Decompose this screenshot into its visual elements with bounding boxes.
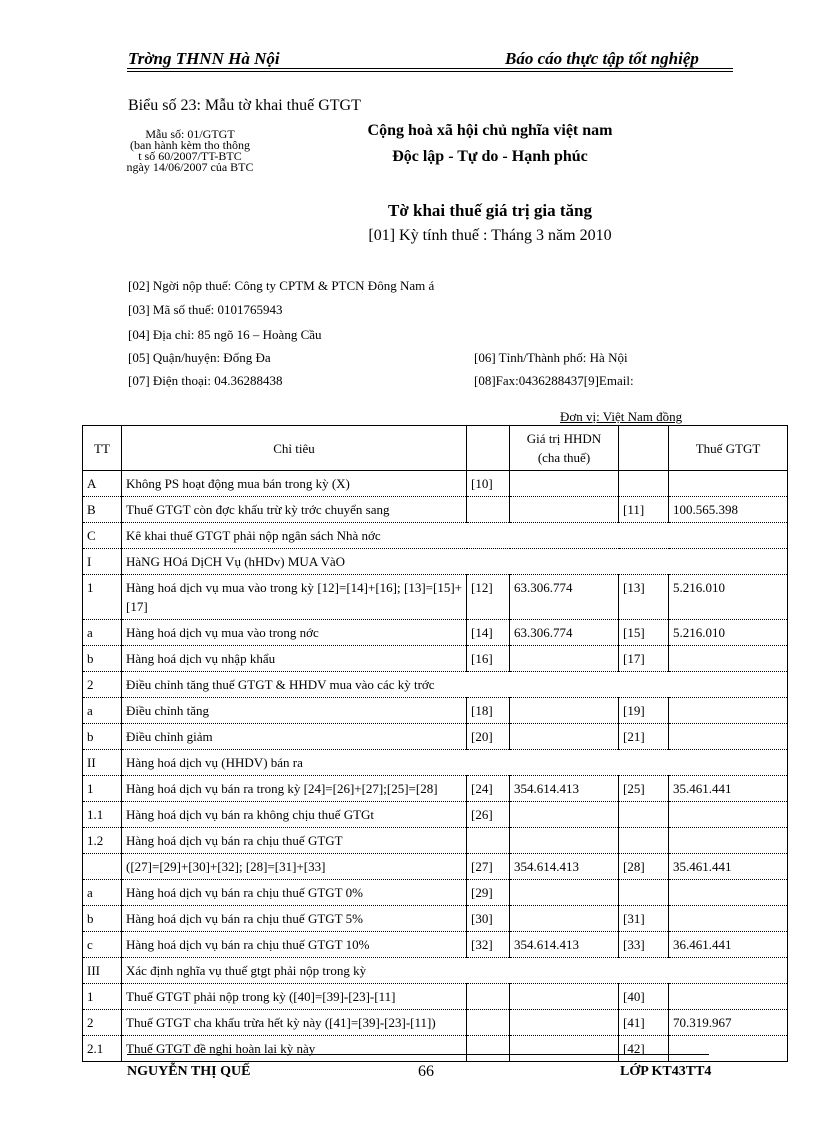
table-row: [83, 620, 788, 646]
row-tax: [669, 471, 788, 497]
vat-declaration-table: [82, 425, 788, 1062]
row-tax: [669, 828, 788, 854]
row-tax: [669, 646, 788, 672]
row-tt: [83, 854, 122, 880]
row-tt: 2: [83, 1010, 122, 1036]
table-row: [83, 471, 788, 497]
row-value: [510, 828, 619, 854]
row-tax: [669, 802, 788, 828]
row-tt: 1: [83, 984, 122, 1010]
table-row: [83, 575, 788, 620]
table-row: [83, 828, 788, 854]
header-chi-tieu: Chỉ tiêu: [122, 426, 467, 471]
row-value: 63.306.774: [510, 575, 619, 620]
caption: Biểu số 23: Mẫu tờ khai thuế GTGT: [128, 97, 361, 114]
row-value: [510, 880, 619, 906]
header-divider: [127, 68, 733, 69]
table-row: [83, 802, 788, 828]
row-value: [510, 1036, 619, 1062]
row-tt: 1: [83, 575, 122, 620]
table-row: [83, 984, 788, 1010]
row-code-value: [467, 1010, 510, 1036]
row-tax: 100.565.398: [669, 497, 788, 523]
fax-email: [08]Fax:0436288437[9]Email:: [474, 373, 634, 388]
row-code-value: [29]: [467, 880, 510, 906]
row-indicator: Hàng hoá dịch vụ bán ra chịu thuế GTGT 0%: [122, 880, 467, 906]
row-value: 354.614.413: [510, 776, 619, 802]
row-indicator: Hàng hoá dịch vụ mua vào trong kỳ [12]=[14]+[16]; [13]=[15]+[17]: [122, 575, 467, 620]
row-value: [510, 698, 619, 724]
row-tt: B: [83, 497, 122, 523]
row-value: [510, 497, 619, 523]
row-value: [510, 471, 619, 497]
row-indicator: Thuế GTGT phải nộp trong kỳ ([40]=[39]-[23]-[11]: [122, 984, 467, 1010]
row-value: [510, 1010, 619, 1036]
table-row: [83, 932, 788, 958]
table-row: [83, 672, 788, 698]
row-value: 354.614.413: [510, 854, 619, 880]
row-code-value: [10]: [467, 471, 510, 497]
row-value: [510, 906, 619, 932]
row-tax: [669, 724, 788, 750]
header-school: Trờng THNN Hà Nội: [128, 49, 280, 68]
row-tt: a: [83, 698, 122, 724]
row-tt: 2.1: [83, 1036, 122, 1062]
row-code-value: [12]: [467, 575, 510, 620]
row-indicator: Hàng hoá dịch vụ bán ra trong kỳ [24]=[26]+[27];[25]=[28]: [122, 776, 467, 802]
table-row: [83, 523, 788, 549]
row-code-tax: [40]: [619, 984, 669, 1010]
row-tt: b: [83, 906, 122, 932]
row-code-tax: [619, 471, 669, 497]
row-tt: b: [83, 646, 122, 672]
table-row: [83, 776, 788, 802]
row-indicator: Hàng hoá dịch vụ bán ra chịu thuế GTGT 5%: [122, 906, 467, 932]
row-tax: 36.461.441: [669, 932, 788, 958]
row-tt: C: [83, 523, 122, 549]
row-indicator: Hàng hoá dịch vụ mua vào trong nớc: [122, 620, 467, 646]
row-indicator: Điều chỉnh tăng: [122, 698, 467, 724]
table-row: [83, 958, 788, 984]
row-code-tax: [21]: [619, 724, 669, 750]
table-row: [83, 880, 788, 906]
row-code-tax: [25]: [619, 776, 669, 802]
header-value: Giá trị HHDN (cha thuế): [510, 426, 619, 471]
row-indicator: Thuế GTGT còn đợc khấu trừ kỳ trớc chuyển sang: [122, 497, 467, 523]
row-code-tax: [17]: [619, 646, 669, 672]
address: [04] Địa chỉ: 85 ngõ 16 – Hoàng Cầu: [128, 327, 322, 342]
row-indicator: Hàng hoá dịch vụ nhập khẩu: [122, 646, 467, 672]
row-indicator: ([27]=[29]+[30]+[32]; [28]=[31]+[33]: [122, 854, 467, 880]
row-indicator: Xác định nghĩa vụ thuế gtgt phải nộp trong kỳ: [122, 958, 788, 984]
row-code-value: [27]: [467, 854, 510, 880]
row-code-value: [30]: [467, 906, 510, 932]
row-code-tax: [619, 828, 669, 854]
row-code-value: [32]: [467, 932, 510, 958]
row-indicator: HàNG HOá DịCH Vụ (hHDv) MUA VàO: [122, 549, 788, 575]
row-indicator: Không PS hoạt động mua bán trong kỳ (X): [122, 471, 467, 497]
row-code-tax: [41]: [619, 1010, 669, 1036]
row-code-tax: [31]: [619, 906, 669, 932]
motto: Độc lập - Tự do - Hạnh phúc: [392, 148, 588, 165]
row-tt: A: [83, 471, 122, 497]
row-value: [510, 724, 619, 750]
row-tt: c: [83, 932, 122, 958]
row-code-value: [467, 1036, 510, 1062]
row-tax: 5.216.010: [669, 575, 788, 620]
table-header-row: [83, 426, 788, 471]
row-code-value: [20]: [467, 724, 510, 750]
row-value: [510, 802, 619, 828]
tax-period: [01] Kỳ tính thuế : Tháng 3 năm 2010: [368, 227, 612, 244]
row-code-tax: [619, 880, 669, 906]
footer-class: LỚP KT43TT4: [620, 1064, 712, 1079]
header-tt: TT: [83, 426, 122, 471]
row-tax: 70.319.967: [669, 1010, 788, 1036]
row-indicator: Thuế GTGT cha khấu trừa hết kỳ này ([41]=[39]-[23]-[11]): [122, 1010, 467, 1036]
table-row: [83, 906, 788, 932]
row-tt: 1.2: [83, 828, 122, 854]
table-row: [83, 750, 788, 776]
table-row: [83, 1036, 788, 1062]
taxpayer: [02] Ngời nộp thuế: Công ty CPTM & PTCN Đông Nam á: [128, 278, 435, 293]
footer-author: NGUYỄN THỊ QUẾ: [127, 1064, 251, 1079]
form-title: Tờ khai thuế giá trị gia tăng: [388, 201, 592, 220]
republic-title: Cộng hoà xã hội chủ nghĩa việt nam: [367, 122, 613, 139]
row-code-value: [18]: [467, 698, 510, 724]
row-tt: II: [83, 750, 122, 776]
row-tt: 1: [83, 776, 122, 802]
row-code-tax: [42]: [619, 1036, 669, 1062]
row-code-value: [26]: [467, 802, 510, 828]
row-indicator: Hàng hoá dịch vụ bán ra chịu thuế GTGT 10%: [122, 932, 467, 958]
row-indicator: Hàng hoá dịch vụ bán ra không chịu thuế GTGt: [122, 802, 467, 828]
row-indicator: Thuế GTGT đề nghị hoàn lại kỳ này: [122, 1036, 467, 1062]
header-report: Báo cáo thực tập tốt nghiệp: [505, 49, 699, 68]
phone: [07] Điện thoại: 04.36288438: [128, 373, 283, 388]
row-tt: 1.1: [83, 802, 122, 828]
row-code-tax: [15]: [619, 620, 669, 646]
row-tax: [669, 698, 788, 724]
footer-divider: [127, 1054, 709, 1055]
row-code-tax: [619, 802, 669, 828]
row-tax: [669, 984, 788, 1010]
row-tax: [669, 1036, 788, 1062]
row-tt: I: [83, 549, 122, 575]
row-tt: b: [83, 724, 122, 750]
table-row: [83, 854, 788, 880]
row-tt: a: [83, 880, 122, 906]
row-indicator: Hàng hoá dịch vụ (HHDV) bán ra: [122, 750, 788, 776]
table-row: [83, 724, 788, 750]
row-code-tax: [33]: [619, 932, 669, 958]
header-divider-2: [127, 71, 733, 72]
table-row: [83, 549, 788, 575]
row-value: 63.306.774: [510, 620, 619, 646]
province: [06] Tỉnh/Thành phố: Hà Nội: [474, 350, 628, 365]
row-indicator: Hàng hoá dịch vụ bán ra chịu thuế GTGT: [122, 828, 467, 854]
row-code-value: [24]: [467, 776, 510, 802]
row-tax: 35.461.441: [669, 776, 788, 802]
row-code-value: [16]: [467, 646, 510, 672]
table-row: [83, 1010, 788, 1036]
page-number: 66: [418, 1063, 434, 1080]
row-tt: III: [83, 958, 122, 984]
header-tax: Thuế GTGT: [669, 426, 788, 471]
currency-unit: Đơn vị: Việt Nam đồng: [560, 409, 683, 424]
row-code-tax: [19]: [619, 698, 669, 724]
table-row: [83, 698, 788, 724]
row-value: [510, 646, 619, 672]
row-tt: 2: [83, 672, 122, 698]
row-code-value: [467, 497, 510, 523]
row-code-value: [14]: [467, 620, 510, 646]
row-code-value: [467, 828, 510, 854]
row-indicator: Điều chỉnh tăng thuế GTGT & HHDV mua vào các kỳ trớc: [122, 672, 788, 698]
row-value: [510, 984, 619, 1010]
table-row: [83, 646, 788, 672]
row-tax: 35.461.441: [669, 854, 788, 880]
row-indicator: Kê khai thuế GTGT phải nộp ngân sách Nhà nớc: [122, 523, 788, 549]
row-tax: [669, 880, 788, 906]
row-tax: 5.216.010: [669, 620, 788, 646]
row-tt: a: [83, 620, 122, 646]
row-value: 354.614.413: [510, 932, 619, 958]
row-code-value: [467, 984, 510, 1010]
row-code-tax: [13]: [619, 575, 669, 620]
table-row: [83, 497, 788, 523]
row-code-tax: [11]: [619, 497, 669, 523]
form-reference: Mẫu số: 01/GTGT (ban hành kèm tho thông t số 60/2007/TT-BTC ngày 14/06/2007 của BTC: [126, 127, 254, 174]
row-code-tax: [28]: [619, 854, 669, 880]
row-tax: [669, 906, 788, 932]
district: [05] Quận/huyện: Đống Đa: [128, 350, 271, 365]
row-indicator: Điều chỉnh giảm: [122, 724, 467, 750]
tax-code: [03] Mã số thuế: 0101765943: [128, 302, 283, 317]
